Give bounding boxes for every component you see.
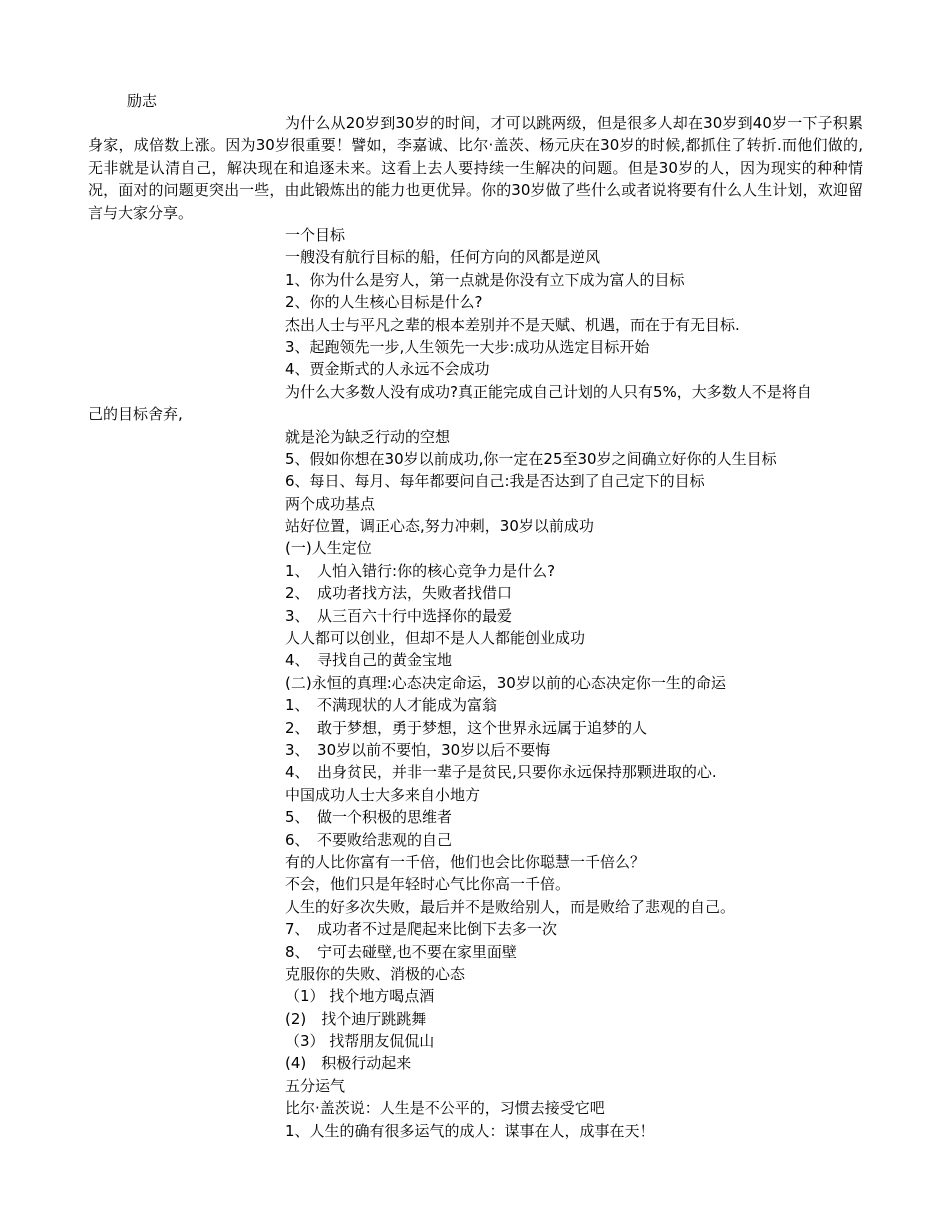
list-item: 1、 人怕入错行:你的核心竞争力是什么? [285, 561, 556, 580]
intro-paragraph: 为什么从20岁到30岁的时间，才可以跳两级，但是很多人却在30岁到40岁一下子积累身家，成倍数上涨。因为30岁很重要！譬如，李嘉诚、比尔·盖茨、杨元庆在30岁的时候,都抓住了转折.而他们做的,无非就是认清自己，解决现在和追逐未来。这看上去人要持续一生解决的问题。但是30岁的人，因为现实的种种情况，面对的问题更突出一些，由此锻炼出的能力也更优异。你的30岁做了些什么或者说将要有什么人生计划，欢迎留言与大家分享。 [88, 114, 863, 222]
list-item: (4) 积极行动起来 [285, 1054, 412, 1073]
text-line: 克服你的失败、消极的心态 [285, 964, 466, 983]
text-line: 比尔·盖茨说：人生是不公平的，习惯去接受它吧 [285, 1099, 605, 1118]
text-line: 中国成功人士大多来自小地方 [285, 785, 481, 804]
text-line-continuation: 己的目标舍弃, [88, 405, 183, 424]
subsection-title: (二)永恒的真理:心态决定命运，30岁以前的心态决定你一生的命运 [285, 673, 726, 692]
text-line: 为什么大多数人没有成功?真正能完成自己计划的人只有5%，大多数人不是将自 [285, 382, 812, 401]
text-line: 一艘没有航行目标的船，任何方向的风都是逆风 [285, 248, 601, 267]
list-item: 1、你为什么是穷人，第一点就是你没有立下成为富人的目标 [285, 270, 685, 289]
section-title-luck: 五分运气 [285, 1076, 346, 1095]
text-line: 站好位置，调正心态,努力冲刺，30岁以前成功 [285, 517, 594, 536]
section-title-one-goal: 一个目标 [285, 226, 346, 244]
list-item: 2、 敢于梦想，勇于梦想，这个世界永远属于追梦的人 [285, 718, 648, 737]
text-line: 人生的好多次失败，最后并不是败给别人，而是败给了悲观的自己。 [285, 897, 736, 916]
list-item: 7、 成功者不过是爬起来比倒下去多一次 [285, 920, 558, 939]
list-item: 3、 30岁以前不要怕，30岁以后不要悔 [285, 740, 551, 759]
list-item: 4、 寻找自己的黄金宝地 [285, 651, 453, 670]
list-item: 2、你的人生核心目标是什么? [285, 293, 483, 312]
list-item: （1） 找个地方喝点酒 [285, 987, 435, 1006]
section-title-two-bases: 两个成功基点 [285, 494, 376, 513]
body-lines [88, 224, 865, 1142]
text-line: 有的人比你富有一千倍，他们也会比你聪慧一千倍么？ [285, 852, 646, 871]
list-item: 6、每日、每月、每年都要问自己:我是否达到了自己定下的目标 [285, 472, 705, 491]
subsection-title: (一)人生定位 [285, 539, 372, 558]
list-item: （3） 找帮朋友侃侃山 [285, 1032, 435, 1051]
list-item: 6、 不要败给悲观的自己 [285, 830, 453, 849]
list-item: 8、 宁可去碰壁,也不要在家里面壁 [285, 942, 517, 961]
list-item: 2、 成功者找方法，失败者找借口 [285, 584, 513, 603]
list-item: 3、 从三百六十行中选择你的最爱 [285, 606, 513, 625]
text-line: 就是沦为缺乏行动的空想 [285, 427, 451, 446]
list-item: 1、 不满现状的人才能成为富翁 [285, 696, 498, 715]
list-item: 4、贾金斯式的人永远不会成功 [285, 360, 490, 379]
list-item: (2) 找个迪厅跳跳舞 [285, 1009, 427, 1028]
list-item: 1、人生的确有很多运气的成人：谋事在人，成事在天！ [285, 1121, 655, 1140]
list-item: 3、起跑领先一步,人生领先一大步:成功从选定目标开始 [285, 337, 650, 356]
list-item: 4、 出身贫民，并非一辈子是贫民,只要你永远保持那颗进取的心. [285, 763, 717, 782]
text-line: 杰出人士与平凡之辈的根本差别并不是天赋、机遇，而在于有无目标. [285, 315, 740, 334]
text-line: 人人都可以创业，但却不是人人都能创业成功 [285, 629, 586, 648]
list-item: 5、假如你想在30岁以前成功,你一定在25至30岁之间确立好你的人生目标 [285, 449, 777, 468]
text-line: 不会，他们只是年轻时心气比你高一千倍。 [285, 875, 571, 894]
list-item: 5、 做一个积极的思维者 [285, 808, 453, 827]
document-heading: 励志 [127, 92, 158, 110]
